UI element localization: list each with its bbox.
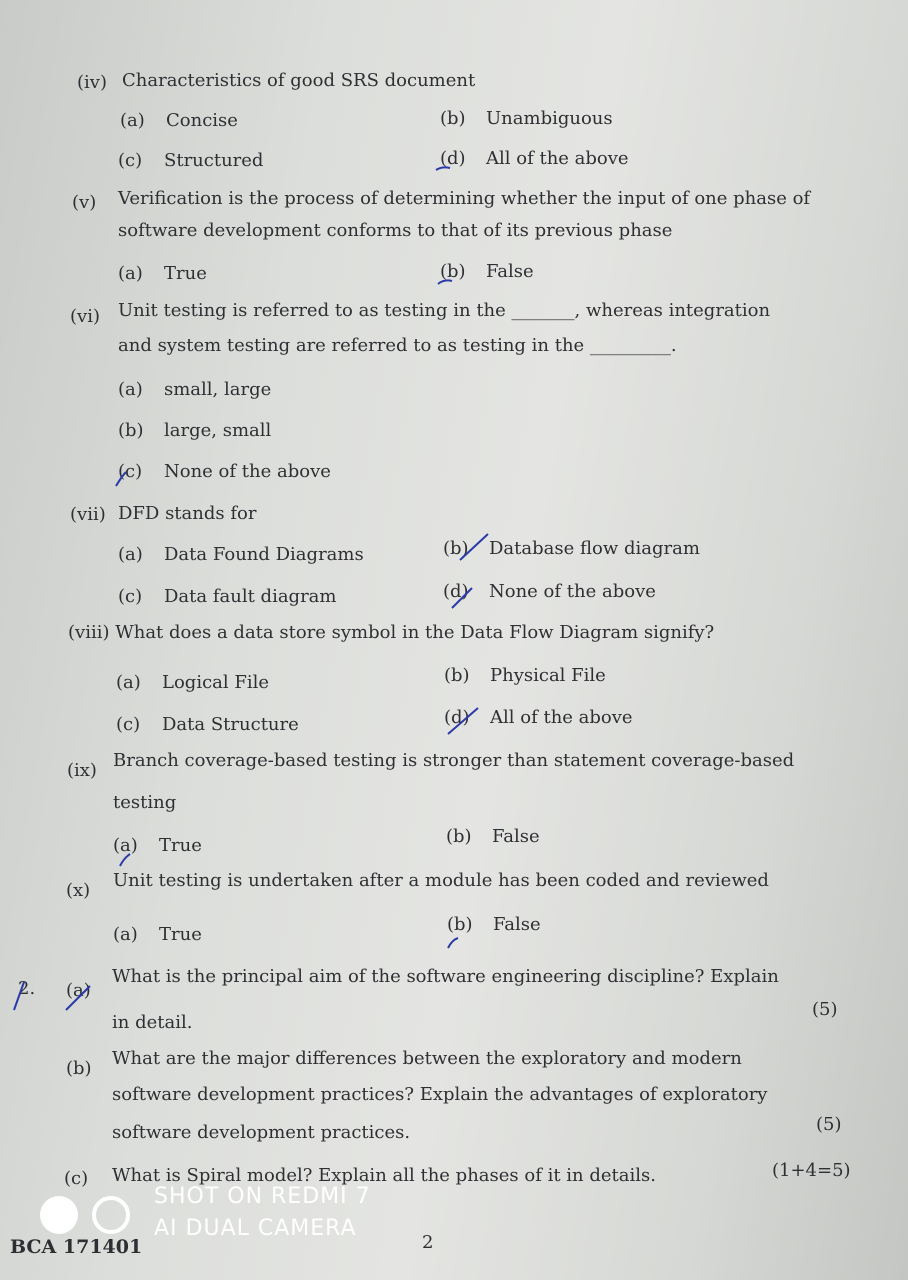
tick-mark bbox=[460, 534, 488, 560]
question-number: (vi) bbox=[70, 306, 100, 327]
tick-mark bbox=[448, 708, 478, 734]
option-label: (b) bbox=[444, 665, 470, 686]
tick-mark bbox=[116, 472, 126, 486]
option-text: None of the above bbox=[489, 581, 656, 602]
sub-question-text-line3: software development practices. bbox=[112, 1122, 411, 1143]
option-text: True bbox=[164, 263, 207, 284]
option-label: (b) bbox=[446, 826, 472, 847]
option-text: Logical File bbox=[162, 672, 270, 693]
ring-circle-icon bbox=[92, 1196, 130, 1234]
marks: (5) bbox=[816, 1114, 842, 1135]
option-text: None of the above bbox=[164, 461, 331, 482]
option-text: True bbox=[159, 835, 202, 856]
tick-mark bbox=[436, 167, 450, 170]
question-text: What does a data store symbol in the Data Flow Diagram signify? bbox=[115, 622, 715, 643]
option-text: Physical File bbox=[490, 665, 606, 686]
option-label: (c) bbox=[118, 461, 143, 482]
option-text: small, large bbox=[164, 379, 272, 400]
question-text-line1: Unit testing is referred to as testing in the _______, whereas integration bbox=[118, 300, 771, 321]
option-text: False bbox=[493, 914, 541, 935]
sub-question-text-line1: What is Spiral model? Explain all the phases of it in details. bbox=[112, 1165, 656, 1186]
option-label: (a) bbox=[113, 835, 138, 856]
question-text-line2: and system testing are referred to as testing in the _________. bbox=[118, 335, 677, 356]
sub-question-label: (c) bbox=[64, 1168, 89, 1189]
option-label: (a) bbox=[118, 263, 143, 284]
option-label: (a) bbox=[118, 544, 143, 565]
option-text: Unambiguous bbox=[486, 108, 613, 129]
marks: (1+4=5) bbox=[772, 1160, 851, 1181]
question-text: Characteristics of good SRS document bbox=[122, 70, 476, 91]
question-text-line1: Branch coverage-based testing is stronger than statement coverage-based bbox=[113, 750, 795, 771]
question-number: (x) bbox=[66, 880, 91, 901]
option-label: (b) bbox=[440, 261, 466, 282]
page-number: 2 bbox=[422, 1232, 434, 1253]
course-code: BCA 171401 bbox=[10, 1236, 143, 1258]
option-label: (b) bbox=[447, 914, 473, 935]
option-label: (a) bbox=[113, 924, 138, 945]
option-label: (b) bbox=[443, 538, 469, 559]
option-label: (a) bbox=[116, 672, 141, 693]
option-label: (a) bbox=[120, 110, 145, 131]
tick-mark bbox=[14, 982, 24, 1010]
tick-mark bbox=[452, 588, 472, 608]
filled-circle-icon bbox=[40, 1196, 78, 1234]
question-text-line1: Verification is the process of determining whether the input of one phase of bbox=[118, 188, 811, 209]
option-text: All of the above bbox=[490, 707, 633, 728]
sub-question-text-line2: in detail. bbox=[112, 1012, 193, 1033]
option-label: (d) bbox=[444, 707, 470, 728]
option-text: All of the above bbox=[486, 148, 629, 169]
option-label: (c) bbox=[116, 714, 141, 735]
option-text: Data Found Diagrams bbox=[164, 544, 364, 565]
watermark-line2: AI DUAL CAMERA bbox=[154, 1216, 357, 1241]
question-text-line2: software development conforms to that of its previous phase bbox=[118, 220, 673, 241]
question-number: (ix) bbox=[67, 760, 97, 781]
option-text: Data Structure bbox=[162, 714, 299, 735]
sub-question-label: (a) bbox=[66, 980, 91, 1001]
sub-question-text-line1: What is the principal aim of the software engineering discipline? Explain bbox=[112, 966, 779, 987]
option-label: (a) bbox=[118, 379, 143, 400]
option-label: (c) bbox=[118, 150, 143, 171]
option-text: False bbox=[486, 261, 534, 282]
tick-mark bbox=[438, 280, 452, 284]
tick-mark bbox=[66, 986, 90, 1010]
option-label: (d) bbox=[443, 581, 469, 602]
option-text: Data fault diagram bbox=[164, 586, 337, 607]
question-text: Unit testing is undertaken after a module has been coded and reviewed bbox=[113, 870, 769, 891]
tick-mark bbox=[120, 854, 130, 866]
question-number: (v) bbox=[72, 192, 97, 213]
question-number: (viii) bbox=[68, 622, 110, 643]
sub-question-label: (b) bbox=[66, 1058, 92, 1079]
option-label: (b) bbox=[440, 108, 466, 129]
question-text: DFD stands for bbox=[118, 503, 257, 524]
section-number: 2. bbox=[18, 978, 36, 999]
question-text-line2: testing bbox=[113, 792, 177, 813]
marks: (5) bbox=[812, 999, 838, 1020]
option-label: (b) bbox=[118, 420, 144, 441]
question-number: (iv) bbox=[77, 72, 107, 93]
option-text: False bbox=[492, 826, 540, 847]
option-text: Concise bbox=[166, 110, 238, 131]
option-text: True bbox=[159, 924, 202, 945]
watermark-line1: SHOT ON REDMI 7 bbox=[154, 1184, 371, 1209]
option-label: (c) bbox=[118, 586, 143, 607]
sub-question-text-line2: software development practices? Explain the advantages of exploratory bbox=[112, 1084, 768, 1105]
option-text: Structured bbox=[164, 150, 264, 171]
option-text: Database flow diagram bbox=[489, 538, 700, 559]
question-number: (vii) bbox=[70, 504, 106, 525]
sub-question-text-line1: What are the major differences between the exploratory and modern bbox=[112, 1048, 742, 1069]
option-label: (d) bbox=[440, 148, 466, 169]
tick-mark bbox=[448, 938, 458, 948]
option-text: large, small bbox=[164, 420, 272, 441]
